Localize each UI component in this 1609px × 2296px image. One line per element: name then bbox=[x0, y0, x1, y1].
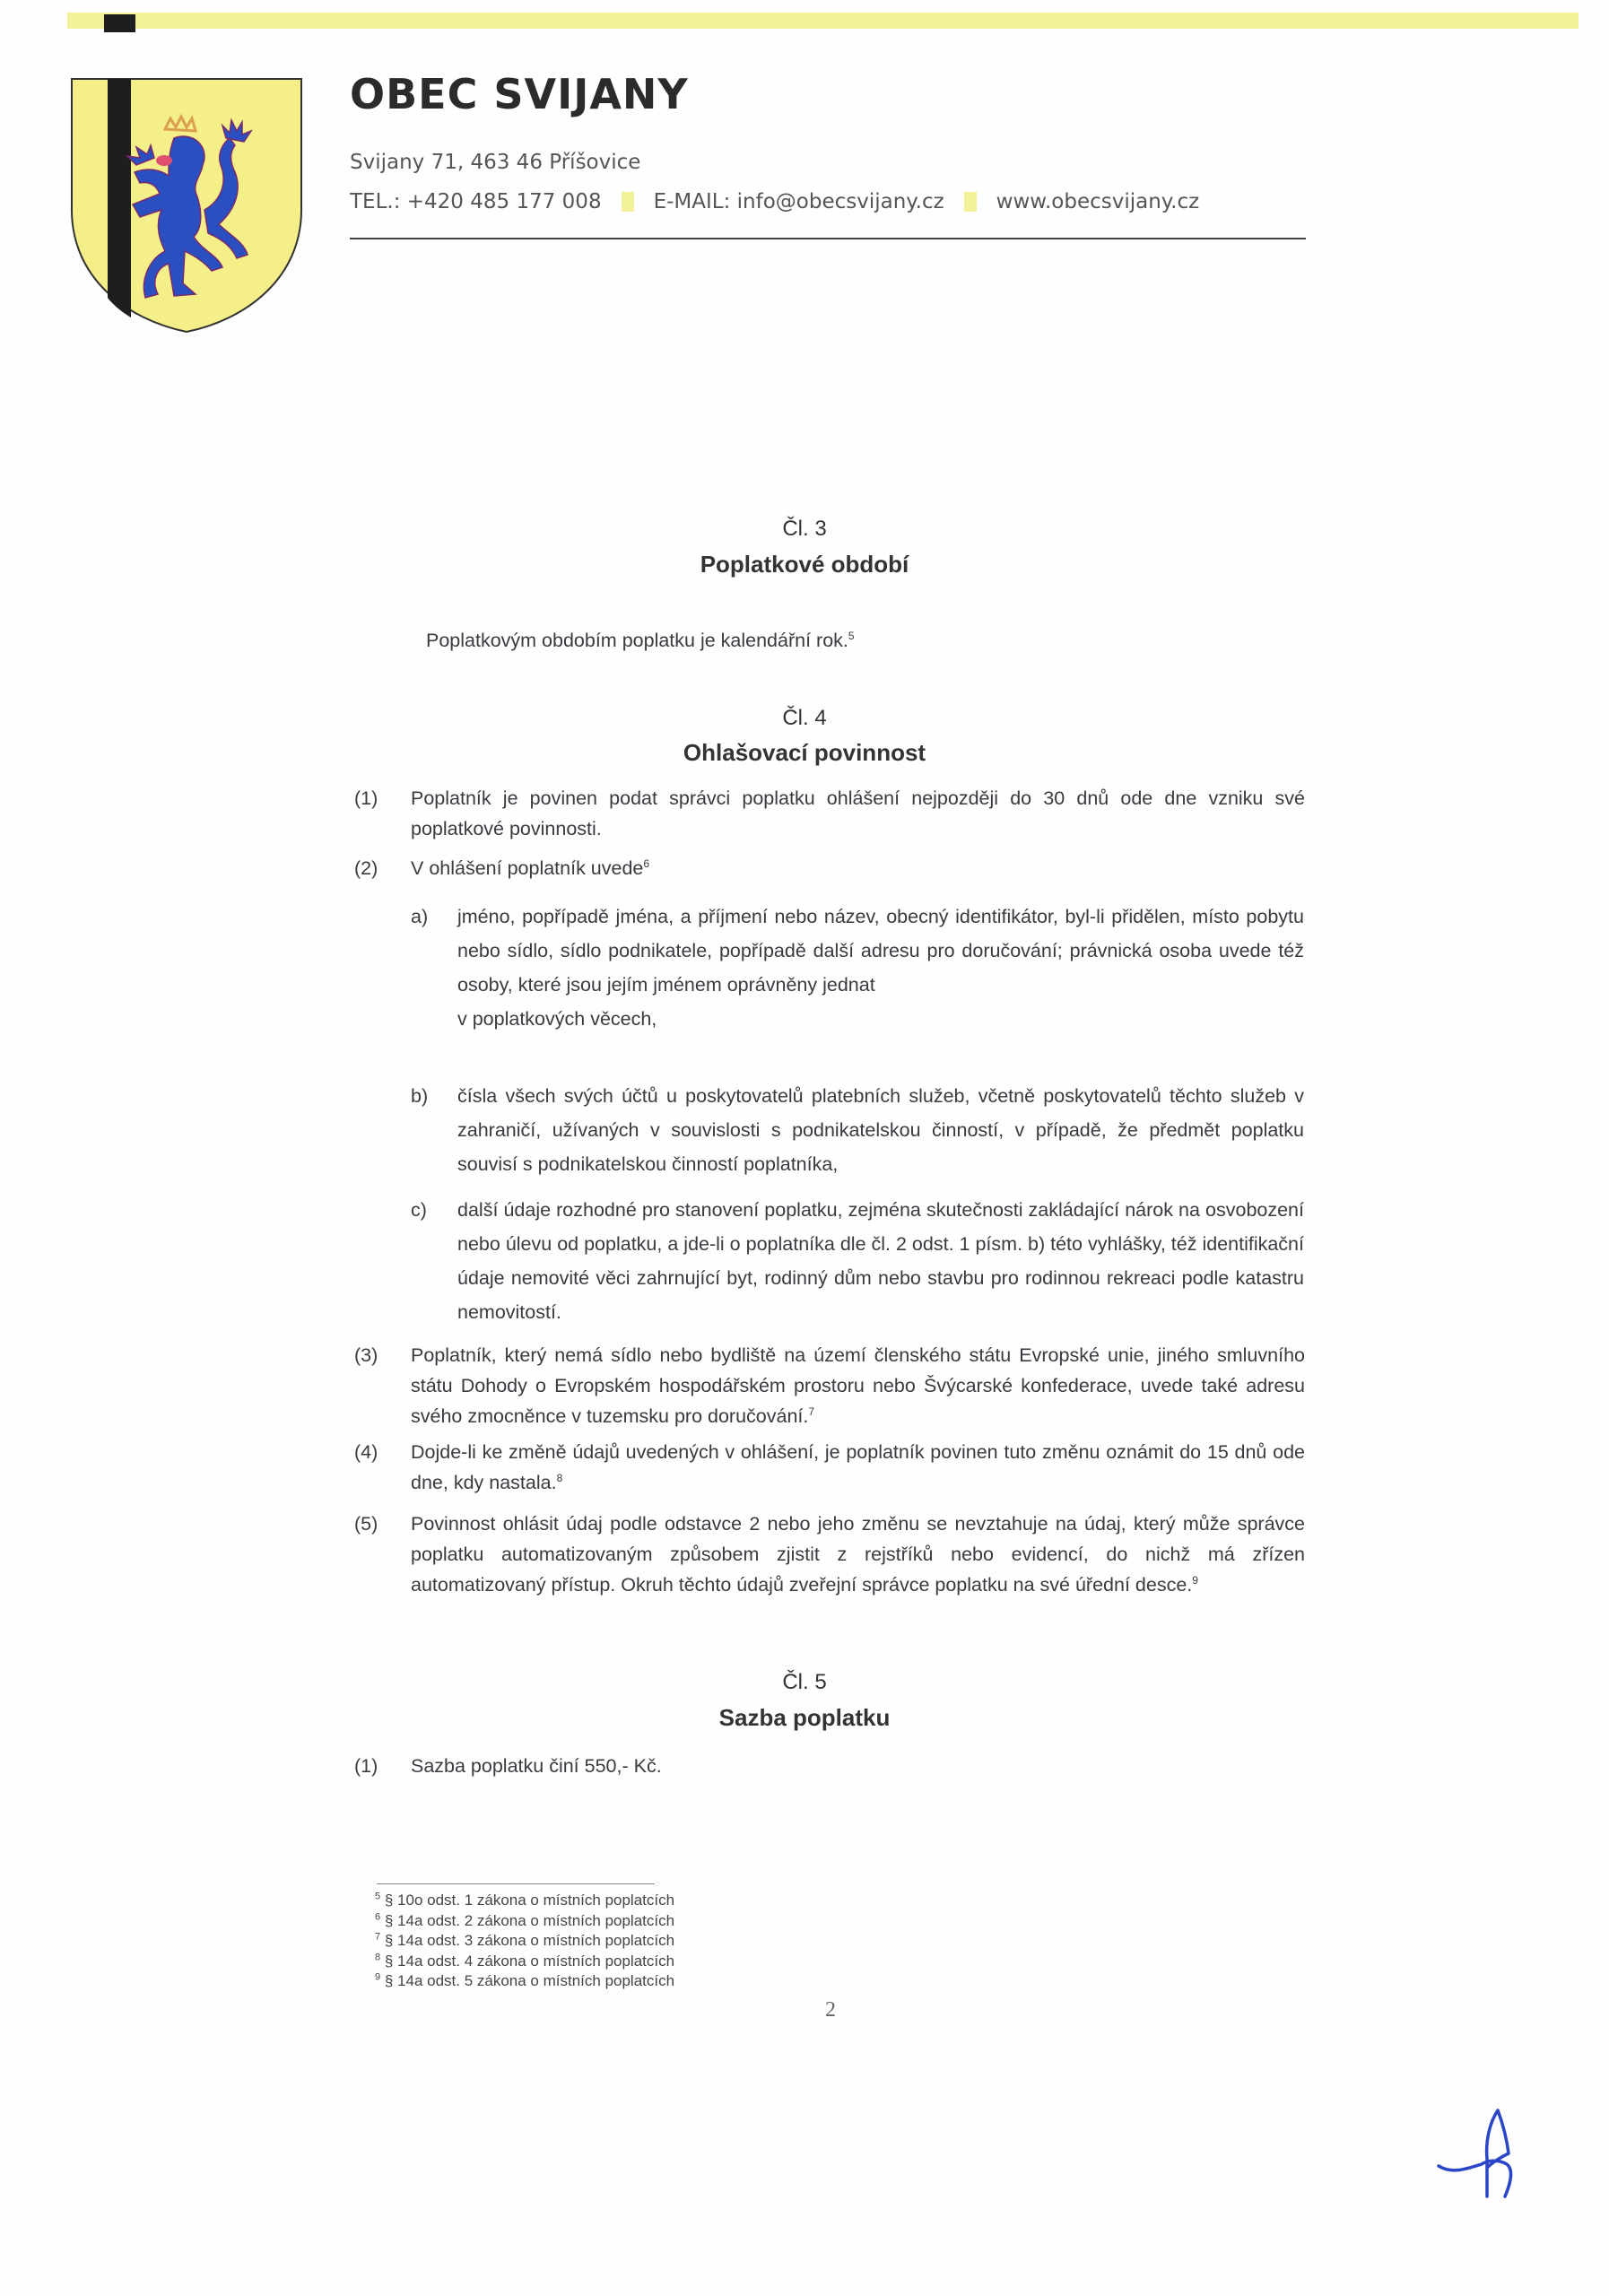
paragraph-text: Sazba poplatku činí 550,- Kč. bbox=[411, 1755, 662, 1777]
footnote bbox=[375, 1911, 674, 1932]
article-3-number: Čl. 3 bbox=[782, 517, 827, 541]
paragraph-number: (5) bbox=[354, 1513, 378, 1535]
separator-square bbox=[622, 192, 634, 212]
article-3-title: Poplatkové období bbox=[700, 551, 909, 578]
article-5-paragraph-1 bbox=[354, 1751, 1305, 1781]
article-5-number: Čl. 5 bbox=[782, 1670, 827, 1694]
paragraph-number: (1) bbox=[354, 1755, 378, 1777]
article-5-title: Sazba poplatku bbox=[718, 1704, 891, 1731]
email-address: E-MAIL: info@obecsvijany.cz bbox=[653, 190, 944, 213]
footnote-text: § 10o odst. 1 zákona o místních poplatcích bbox=[384, 1892, 675, 1909]
footnote-ref: 9 bbox=[1192, 1573, 1198, 1587]
website-address: www.obecsvijany.cz bbox=[996, 190, 1200, 213]
coat-of-arms-icon bbox=[68, 75, 305, 335]
list-item-a bbox=[411, 900, 1304, 1036]
footnote-ref: 6 bbox=[643, 857, 650, 870]
footnote-text: § 14a odst. 2 zákona o místních poplatcích bbox=[384, 1911, 675, 1929]
paragraph-text: Dojde-li ke změně údajů uvedených v ohlášení, je poplatník povinen tuto změnu oznámit do 15 dnů ode dne, kdy nastala. bbox=[411, 1441, 1305, 1493]
letterhead-black-mark bbox=[104, 14, 135, 32]
article-4-paragraph-1 bbox=[354, 783, 1305, 844]
list-label: c) bbox=[411, 1199, 427, 1221]
article-4-paragraph-2 bbox=[354, 853, 1305, 883]
contact-line bbox=[350, 190, 1199, 213]
separator-square bbox=[964, 192, 977, 212]
handwritten-signature-icon bbox=[1435, 2103, 1534, 2211]
footnote-text: § 14a odst. 4 zákona o místních poplatcích bbox=[384, 1952, 675, 1970]
footnote-text: § 14a odst. 5 zákona o místních poplatcích bbox=[384, 1972, 675, 1989]
list-label: a) bbox=[411, 906, 429, 927]
organization-name: OBEC SVIJANY bbox=[350, 70, 689, 118]
letterhead-accent-bar bbox=[67, 13, 1579, 29]
page-number: 2 bbox=[825, 1998, 836, 2022]
footnote-text: § 14a odst. 3 zákona o místních poplatcích bbox=[384, 1932, 675, 1949]
footnote bbox=[375, 1971, 674, 1992]
footnote-mark: 5 bbox=[375, 1891, 381, 1902]
list-text-continued: v poplatkových věcech, bbox=[457, 1008, 657, 1030]
article-4-title: Ohlašovací povinnost bbox=[683, 739, 926, 766]
letterhead-divider bbox=[350, 238, 1306, 239]
footnote-mark: 6 bbox=[375, 1910, 381, 1922]
article-3-text: Poplatkovým obdobím poplatku je kalendářní rok. bbox=[426, 630, 848, 651]
footnotes bbox=[375, 1891, 674, 1992]
article-4-paragraph-5 bbox=[354, 1509, 1305, 1600]
article-3-body bbox=[426, 630, 855, 652]
footnote-mark: 8 bbox=[375, 1951, 381, 1962]
footnote bbox=[375, 1952, 674, 1972]
list-item-b bbox=[411, 1079, 1304, 1181]
paragraph-number: (4) bbox=[354, 1441, 378, 1463]
paragraph-number: (3) bbox=[354, 1344, 378, 1366]
footnote-ref: 8 bbox=[556, 1471, 563, 1484]
footnote bbox=[375, 1931, 674, 1952]
footnote-mark: 7 bbox=[375, 1931, 381, 1943]
list-item-c bbox=[411, 1193, 1304, 1329]
phone-number: TEL.: +420 485 177 008 bbox=[350, 190, 602, 213]
paragraph-text: Poplatník je povinen podat správci poplatku ohlášení nejpozději do 30 dnů ode dne vzniku své poplatkové povinnosti. bbox=[411, 787, 1305, 839]
paragraph-number: (2) bbox=[354, 857, 378, 879]
list-text: další údaje rozhodné pro stanovení poplatku, zejména skutečnosti zakládající nárok na osvobození nebo úlevu od poplatku, a jde-li o poplatníka dle čl. 2 odst. 1 písm. b) této vyhlášky, též identifikační údaje nemovité věci zahrnující byt, rodinný dům nebo stavbu pro rodinnou rekreaci podle katastru nemovitostí. bbox=[457, 1199, 1304, 1323]
paragraph-text: Povinnost ohlásit údaj podle odstavce 2 nebo jeho změnu se nevztahuje na údaj, který může správce poplatku automatizovaným způsobem zjistit z rejstříků nebo evidencí, do nichž má zřízen automatizovaný přístup. Okruh těchto údajů zveřejní správce poplatku na své úřední desce. bbox=[411, 1513, 1305, 1596]
paragraph-number: (1) bbox=[354, 787, 378, 809]
article-4-number: Čl. 4 bbox=[782, 706, 827, 730]
paragraph-text: V ohlášení poplatník uvede bbox=[411, 857, 644, 879]
footnote bbox=[375, 1891, 674, 1911]
list-text: jméno, popřípadě jména, a příjmení nebo název, obecný identifikátor, byl-li přidělen, místo pobytu nebo sídlo, sídlo podnikatele, popřípadě další adresu pro doručování; právnická osoba uvede též osoby, které jsou jejím jménem oprávněny jednat bbox=[457, 906, 1304, 996]
list-text: čísla všech svých účtů u poskytovatelů platebních služeb, včetně poskytovatelů těchto služeb v zahraničí, užívaných v souvislosti s podnikatelskou činností, v případě, že předmět poplatku souvisí s podnikatelskou činností poplatníka, bbox=[457, 1085, 1304, 1175]
footnote-ref: 5 bbox=[848, 629, 855, 642]
footnote-mark: 9 bbox=[375, 1971, 381, 1983]
organization-address: Svijany 71, 463 46 Příšovice bbox=[350, 151, 641, 174]
footnote-divider bbox=[377, 1883, 655, 1884]
article-4-paragraph-4 bbox=[354, 1437, 1305, 1498]
paragraph-text: Poplatník, který nemá sídlo nebo bydliště na území členského státu Evropské unie, jiného smluvního státu Dohody o Evropském hospodářském prostoru nebo Švýcarské konfederace, uvede také adresu svého zmocněnce v tuzemsku pro doručování. bbox=[411, 1344, 1305, 1427]
list-label: b) bbox=[411, 1085, 429, 1107]
article-4-paragraph-3 bbox=[354, 1340, 1305, 1431]
footnote-ref: 7 bbox=[808, 1405, 815, 1418]
